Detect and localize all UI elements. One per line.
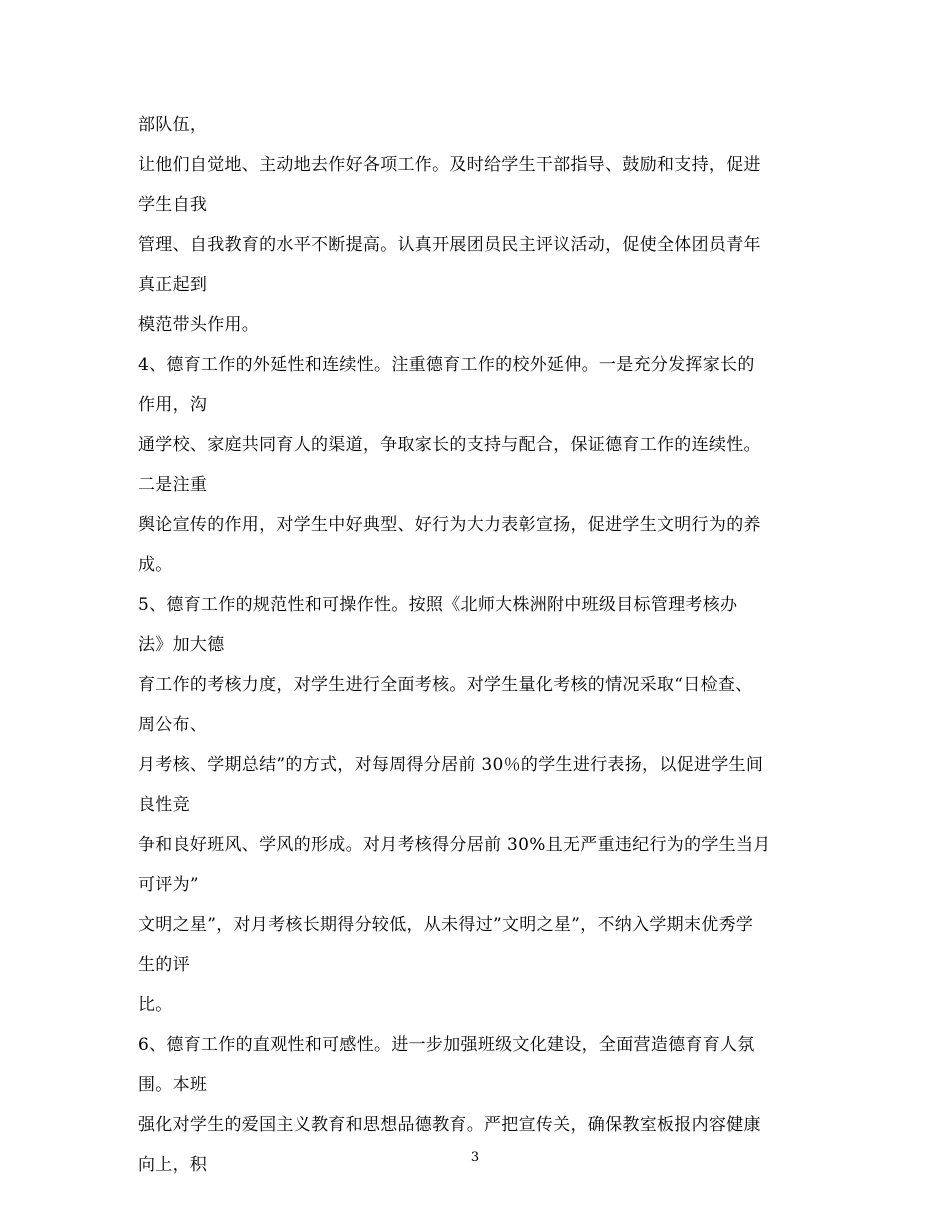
text-line: 通学校、家庭共同育人的渠道，争取家长的支持与配合，保证德育工作的连续性。 [138, 435, 761, 455]
text-line: 让他们自觉地、主动地去作好各项工作。及时给学生干部指导、鼓励和支持，促进 [138, 155, 761, 175]
text-line: 育工作的考核力度，对学生进行全面考核。对学生量化考核的情况采取“日检查、 [138, 675, 753, 695]
text-line: 部队伍， [138, 115, 208, 135]
text-line: 管理、自我教育的水平不断提高。认真开展团员民主评议活动，促使全体团员青年 [138, 235, 761, 255]
text-line: 二是注重 [138, 475, 208, 495]
text-line: 生的评 [138, 955, 190, 975]
text-line: 真正起到 [138, 275, 208, 295]
text-line: 可评为” [138, 875, 199, 895]
text-line: 舆论宣传的作用，对学生中好典型、好行为大力表彰宣扬，促进学生文明行为的养 [138, 515, 761, 535]
text-line: 强化对学生的爱国主义教育和思想品德教育。严把宣传关，确保教室板报内容健康 [138, 1115, 761, 1135]
page-number: 3 [470, 1150, 480, 1165]
text-line: 月考核、学期总结”的方式，对每周得分居前 30％的学生进行表扬，以促进学生间 [138, 755, 764, 775]
text-line: 学生自我 [138, 195, 208, 215]
text-line: 良性竞 [138, 795, 190, 815]
text-line: 4、德育工作的外延性和连续性。注重德育工作的校外延伸。一是充分发挥家长的 [138, 355, 755, 375]
text-line: 文明之星”，对月考核长期得分较低，从未得过”文明之星”，不纳入学期末优秀学 [138, 915, 754, 935]
text-line: 向上，积 [138, 1155, 208, 1175]
text-line: 比。 [138, 995, 173, 1015]
text-line: 争和良好班风、学风的形成。对月考核得分居前 30%且无严重违纪行为的学生当月 [138, 835, 771, 855]
text-line: 模范带头作用。 [138, 315, 260, 335]
text-line: 成。 [138, 555, 173, 575]
text-line: 5、德育工作的规范性和可操作性。按照《北师大株洲附中班级目标管理考核办 [138, 595, 738, 615]
text-line: 围。本班 [138, 1075, 208, 1095]
document-body [138, 114, 828, 1194]
text-line: 法》加大德 [138, 635, 225, 655]
text-line: 6、德育工作的直观性和可感性。进一步加强班级文化建设，全面营造德育育人氛 [138, 1035, 755, 1055]
text-line: 周公布、 [138, 715, 208, 735]
text-line: 作用，沟 [138, 395, 208, 415]
